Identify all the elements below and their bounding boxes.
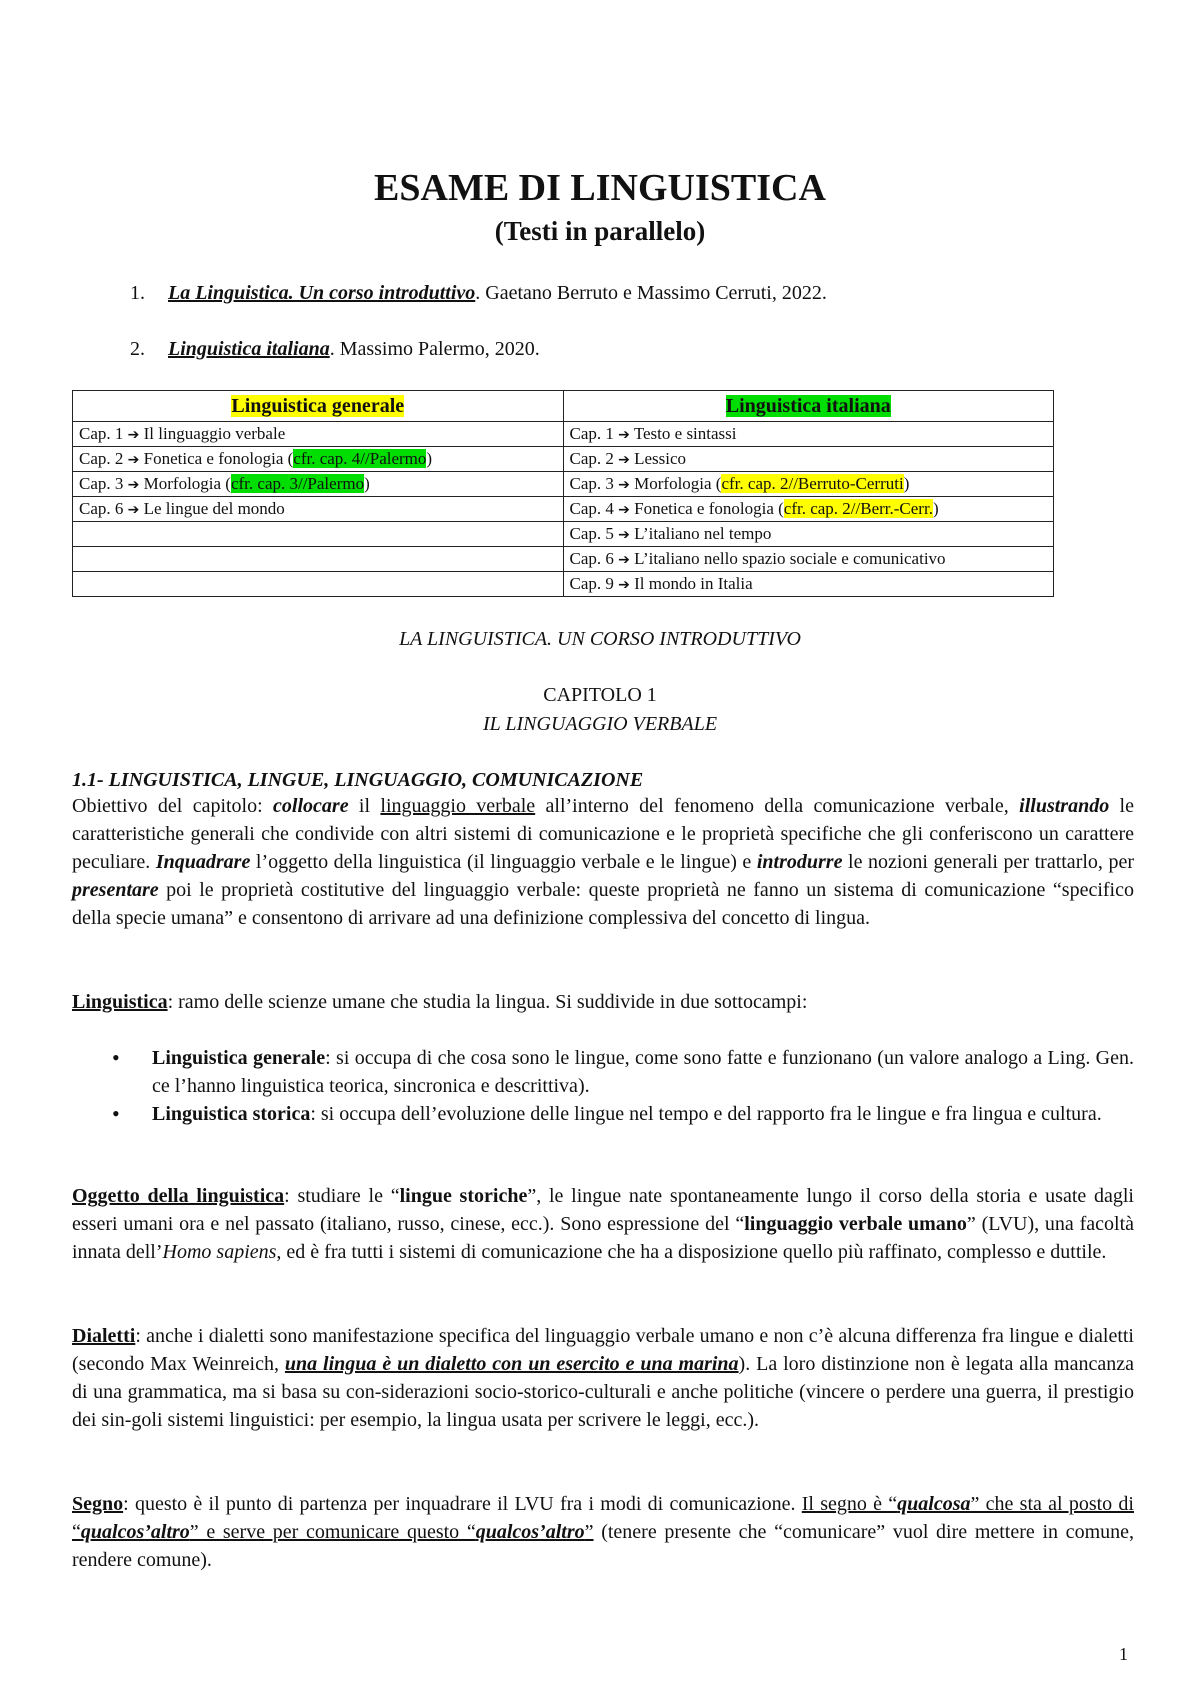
table-row xyxy=(73,572,1054,597)
chapter-title: IL LINGUAGGIO VERBALE xyxy=(482,713,718,735)
list-item-text: : si occupa dell’evoluzione delle lingue nel tempo e del rapporto fra le lingue e fra lingua e cultura. xyxy=(310,1103,1102,1125)
left-cell-empty xyxy=(73,547,564,572)
left-cell xyxy=(73,447,564,472)
cap-label: Cap. 2 xyxy=(569,448,619,468)
cap-text: L’italiano nel tempo xyxy=(629,523,772,543)
oggetto-paragraph: Oggetto della linguistica: studiare le “lingue storiche”, le lingue nate spontaneamente lungo il corso della storia e usate dagli esseri umani ora e nel passato (italiano, russo, cinese, ecc.). Sono espressione del “linguaggio verbale umano” (LVU), una facoltà innata dell’Homo sapiens, ed è fra tutti i sistemi di comunicazione che ha a disposizione quello più raffinato, complesso e duttile. xyxy=(72,1185,1135,1263)
cap-label: Cap. 5 xyxy=(569,523,619,543)
cap-label: Cap. 4 xyxy=(569,498,619,518)
table-header-row xyxy=(73,391,1054,422)
dialetti-paragraph: Dialetti: anche i dialetti sono manifestazione specifica del linguaggio verbale umano e non c’è alcuna differenza fra lingue e dialetti (secondo Max Weinreich, una lingua è un dialetto con un esercito e una marina). La loro distinzione non è legata alla mancanza di una grammatica, ma si basa su con-siderazioni socio-storico-culturali e anche politiche (vincere o perdere una guerra, il prestigio dei sin-goli sistemi linguistici: per esempio, la lingua usata per scrivere le leggi, ecc.). xyxy=(72,1325,1134,1431)
reference-item xyxy=(130,282,827,305)
page-number: 1 xyxy=(1119,1644,1128,1664)
chapter-comparison-table xyxy=(72,390,1054,597)
book-heading: LA LINGUISTICA. UN CORSO INTRODUTTIVO xyxy=(399,628,801,650)
list-item xyxy=(72,1100,1134,1128)
cap-text: Morfologia ( xyxy=(629,473,722,493)
left-cell xyxy=(73,472,564,497)
cross-reference-highlight: cfr. cap. 2//Berr.-Cerr. xyxy=(783,498,933,518)
chapter-label: CAPITOLO 1 xyxy=(543,684,657,706)
segno-paragraph: Segno: questo è il punto di partenza per inquadrare il LVU fra i modi di comunicazione. Il segno è “qualcosa” che sta al posto di “qualcos’altro” e serve per comunicare questo “qualcos’altro” (tenere presente che “comunicare” vuol dire mettere in comune, rendere comune). xyxy=(72,1493,1134,1571)
objective-paragraph: Obiettivo del capitolo: collocare il linguaggio verbale all’interno del fenomeno della comunicazione verbale, illustrando le caratteristiche generali che condivide con altri sistemi di comunicazione e le proprietà specifiche che gli conferiscono un carattere peculiare. Inquadrare l’oggetto della linguistica (il linguaggio verbale e le lingue) e introdurre le nozioni generali per trattarlo, per presentare poi le proprietà costitutive del linguaggio verbale: queste proprietà ne fanno un sistema di comunicazione “specifico della specie umana” e consentono di arrivare ad una definizione complessiva del concetto di lingua. xyxy=(72,795,1135,929)
reference-item xyxy=(130,338,540,361)
reference-title: La Linguistica. Un corso introduttivo xyxy=(168,282,476,304)
cap-text-close: ) xyxy=(903,473,910,493)
right-cell xyxy=(563,447,1054,472)
cap-text: L’italiano nello spazio sociale e comunicativo xyxy=(629,548,946,568)
header-linguistica-generale xyxy=(73,391,564,422)
cap-text: Testo e sintassi xyxy=(629,423,737,443)
header-linguistica-italiana xyxy=(563,391,1054,422)
cap-label: Cap. 2 xyxy=(79,448,128,468)
left-cell xyxy=(73,497,564,522)
arrow-icon: ➔ xyxy=(618,426,630,443)
list-item-term: Linguistica generale xyxy=(152,1047,326,1069)
arrow-icon: ➔ xyxy=(618,576,630,593)
cross-reference-highlight: cfr. cap. 4//Palermo xyxy=(293,448,427,468)
arrow-icon: ➔ xyxy=(127,476,140,493)
arrow-icon: ➔ xyxy=(127,501,140,518)
document-title: ESAME DI LINGUISTICA xyxy=(374,167,826,209)
arrow-icon: ➔ xyxy=(127,451,140,468)
reference-number: 2. xyxy=(130,338,145,360)
arrow-icon: ➔ xyxy=(618,476,630,493)
reference-number: 1. xyxy=(130,282,145,304)
cap-label: Cap. 1 xyxy=(569,423,619,443)
reference-details: . Gaetano Berruto e Massimo Cerruti, 2022. xyxy=(475,282,827,304)
table-row xyxy=(73,547,1054,572)
list-item-text: : si occupa di che cosa sono le lingue, come sono fatte e funzionano (un valore analogo a Ling. Gen. ce l’hanno linguistica teorica, sincronica e descrittiva). xyxy=(152,1047,1135,1097)
right-cell xyxy=(563,572,1054,597)
term-definition: : ramo delle scienze umane che studia la lingua. Si suddivide in due sottocampi: xyxy=(167,991,808,1013)
cap-label: Cap. 1 xyxy=(79,423,128,443)
cap-label: Cap. 6 xyxy=(569,548,619,568)
cap-label: Cap. 6 xyxy=(79,498,128,518)
cap-text: Lessico xyxy=(629,448,687,468)
table-row xyxy=(73,522,1054,547)
table-row xyxy=(73,497,1054,522)
cap-text: Morfologia ( xyxy=(139,473,231,493)
header-label: Linguistica italiana xyxy=(725,395,891,417)
left-cell xyxy=(73,422,564,447)
arrow-icon: ➔ xyxy=(618,451,630,468)
cap-text: Le lingue del mondo xyxy=(139,498,285,518)
cap-label: Cap. 9 xyxy=(569,573,619,593)
arrow-icon: ➔ xyxy=(618,501,630,518)
table-row xyxy=(73,447,1054,472)
cap-label: Cap. 3 xyxy=(569,473,619,493)
right-cell xyxy=(563,547,1054,572)
right-cell xyxy=(563,497,1054,522)
linguistica-paragraph xyxy=(72,988,1134,1016)
cap-text-close: ) xyxy=(426,448,433,468)
cap-text: Il mondo in Italia xyxy=(629,573,753,593)
arrow-icon: ➔ xyxy=(618,551,630,568)
cap-text: Fonetica e fonologia ( xyxy=(139,448,294,468)
table-row xyxy=(73,422,1054,447)
list-item xyxy=(72,1044,1134,1100)
arrow-icon: ➔ xyxy=(127,426,140,443)
left-cell-empty xyxy=(73,522,564,547)
right-cell xyxy=(563,422,1054,447)
subfields-list xyxy=(72,1044,1134,1128)
table-row xyxy=(73,472,1054,497)
cross-reference-highlight: cfr. cap. 2//Berruto-Cerruti xyxy=(721,473,904,493)
term-label: Linguistica xyxy=(72,991,168,1013)
cap-text: Fonetica e fonologia ( xyxy=(629,498,784,518)
cap-text-close: ) xyxy=(364,473,370,493)
cap-label: Cap. 3 xyxy=(79,473,128,493)
arrow-icon: ➔ xyxy=(618,526,630,543)
left-cell-empty xyxy=(73,572,564,597)
right-cell xyxy=(563,472,1054,497)
reference-details: . Massimo Palermo, 2020. xyxy=(329,338,540,360)
header-label: Linguistica generale xyxy=(231,395,405,417)
document-subtitle: (Testi in parallelo) xyxy=(494,216,706,246)
right-cell xyxy=(563,522,1054,547)
list-item-term: Linguistica storica xyxy=(152,1103,311,1125)
reference-title: Linguistica italiana xyxy=(168,338,330,360)
cap-text-close: ) xyxy=(932,498,939,518)
cap-text: Il linguaggio verbale xyxy=(139,423,286,443)
cross-reference-highlight: cfr. cap. 3//Palermo xyxy=(230,473,365,493)
bullet-icon: • xyxy=(112,1045,120,1070)
section-heading: 1.1- LINGUISTICA, LINGUE, LINGUAGGIO, COMUNICAZIONE xyxy=(72,769,644,791)
bullet-icon: • xyxy=(112,1101,120,1126)
